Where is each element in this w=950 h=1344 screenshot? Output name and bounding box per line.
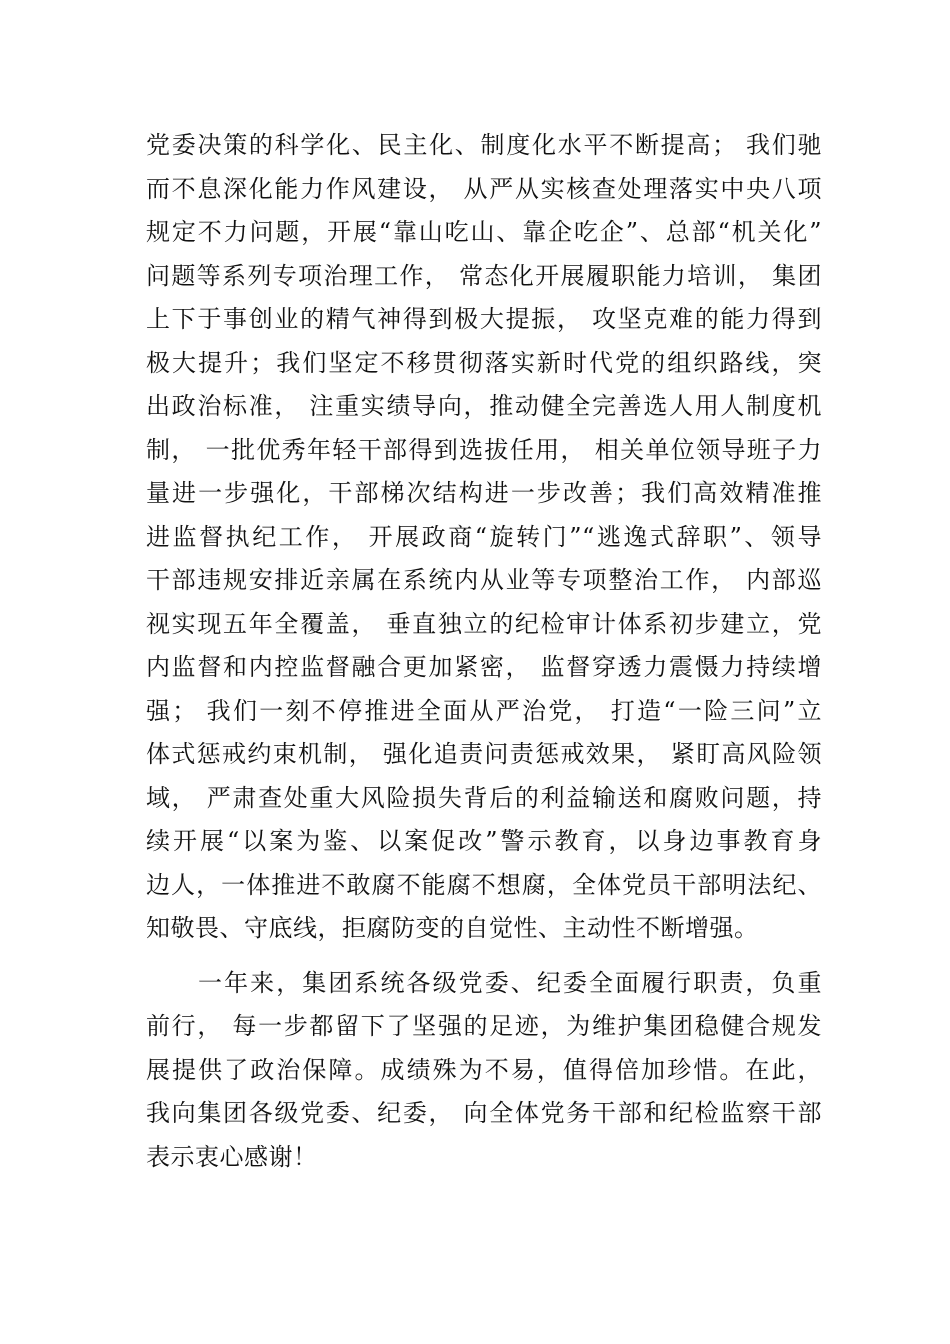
text-line: 量进一步强化，干部梯次结构进一步改善；我们高效精准推 — [146, 479, 822, 507]
text-line: 表示衷心感谢！ — [146, 1142, 318, 1171]
text-line: 前行， 每一步都留下了坚强的足迹，为维护集团稳健合规发 — [146, 1012, 822, 1040]
text-line: 一年来，集团系统各级党委、纪委全面履行职责，负重 — [198, 968, 822, 997]
paragraph-1 — [146, 124, 822, 951]
text-line: 而不息深化能力作风建设， 从严从实核查处理落实中央八项 — [146, 174, 822, 203]
text-line: 进监督执纪工作， 开展政商“旋转门”“逃逸式辞职”、领导 — [146, 522, 822, 551]
text-line: 极大提升；我们坚定不移贯彻落实新时代党的组织路线，突 — [146, 348, 822, 377]
text-line: 知敬畏、守底线，拒腐防变的自觉性、主动性不断增强。 — [146, 914, 759, 942]
text-line: 问题等系列专项治理工作， 常态化开展履职能力培训， 集团 — [146, 261, 822, 290]
text-line: 规定不力问题，开展“靠山吃山、靠企吃企”、总部“机关化” — [146, 218, 822, 246]
text-line: 域， 严肃查处重大风险损失背后的利益输送和腐败问题，持 — [146, 783, 822, 812]
text-line: 党委决策的科学化、民主化、制度化水平不断提高； 我们驰 — [146, 131, 822, 159]
text-line: 体式惩戒约束机制， 强化追责问责惩戒效果， 紧盯高风险领 — [146, 740, 822, 768]
document-body — [146, 124, 822, 1179]
text-line: 上下于事创业的精气神得到极大提振， 攻坚克难的能力得到 — [146, 305, 822, 333]
paragraph-gap — [146, 951, 822, 962]
text-line: 制， 一批优秀年轻干部得到选拔任用， 相关单位领导班子力 — [146, 435, 822, 464]
text-line: 内监督和内控监督融合更加紧密， 监督穿透力震慑力持续增 — [146, 653, 822, 681]
text-line: 展提供了政治保障。成绩殊为不易，值得倍加珍惜。在此， — [146, 1055, 822, 1084]
text-line: 出政治标准， 注重实绩导向，推动健全完善选人用人制度机 — [146, 392, 822, 420]
text-line: 强； 我们一刻不停推进全面从严治党， 打造“一险三问”立 — [146, 696, 822, 725]
text-line: 视实现五年全覆盖， 垂直独立的纪检审计体系初步建立，党 — [146, 609, 822, 638]
text-line: 续开展“以案为鉴、以案促改”警示教育，以身边事教育身 — [146, 827, 822, 855]
paragraph-2 — [146, 962, 822, 1180]
text-line: 干部违规安排近亲属在系统内从业等专项整治工作， 内部巡 — [146, 566, 822, 594]
text-line: 边人，一体推进不敢腐不能腐不想腐，全体党员干部明法纪、 — [146, 870, 822, 899]
text-line: 我向集团各级党委、纪委， 向全体党务干部和纪检监察干部 — [146, 1099, 822, 1127]
